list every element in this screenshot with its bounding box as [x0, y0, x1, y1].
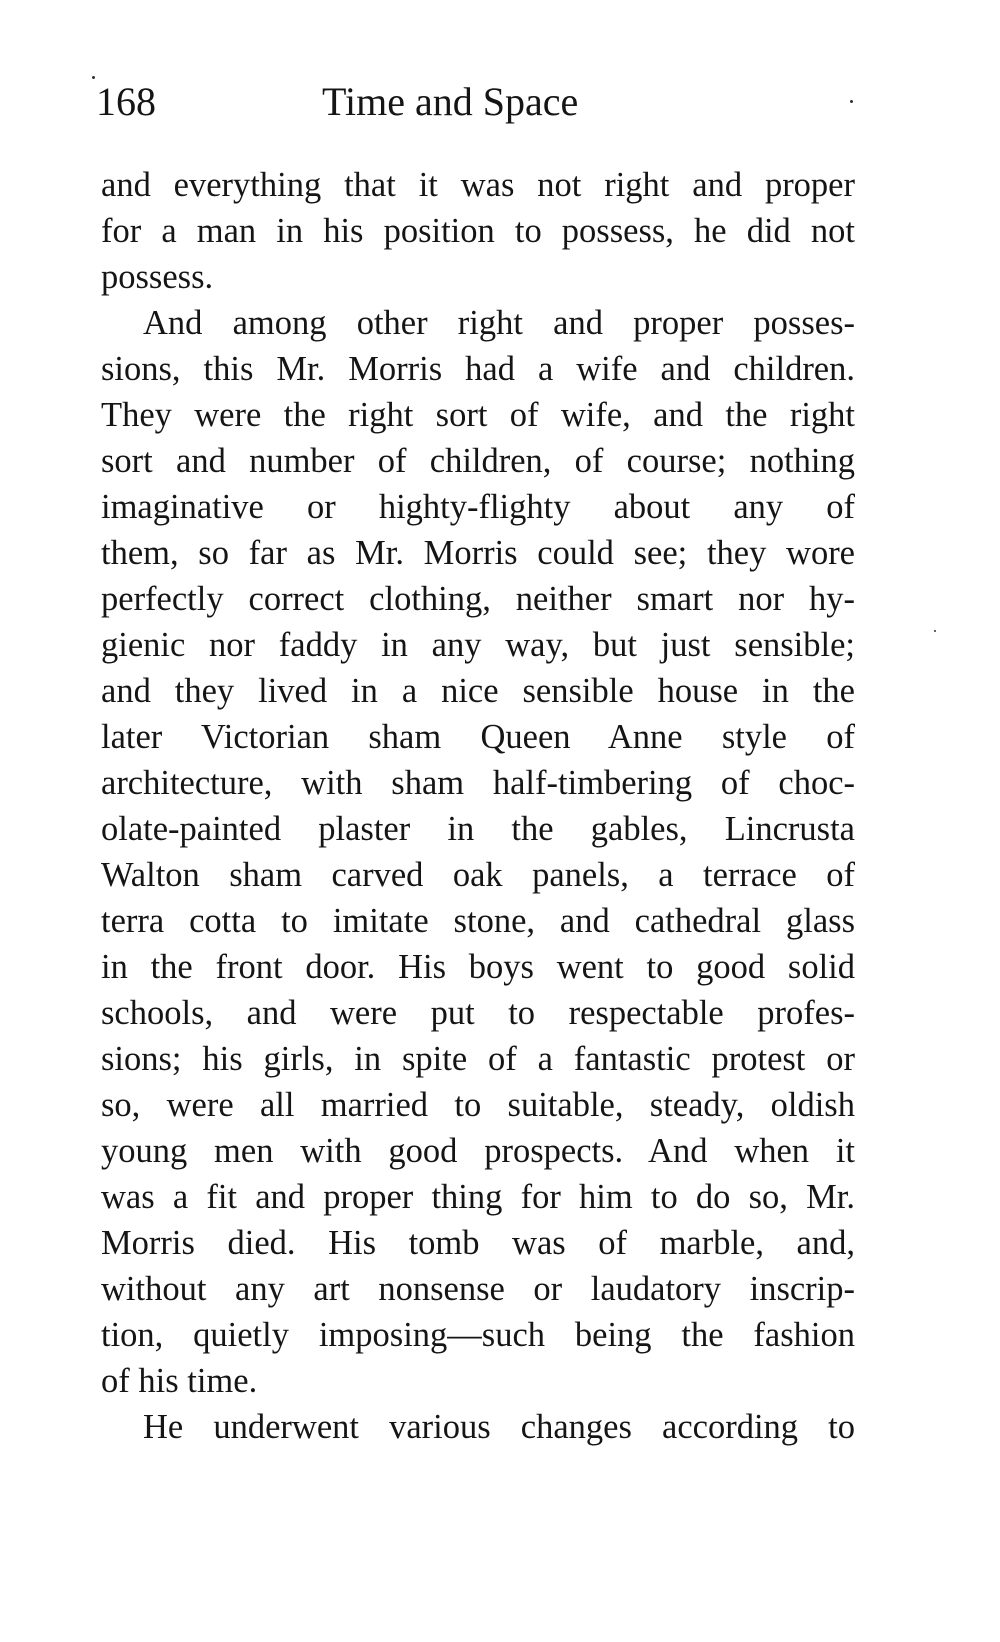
- text-line: of his time.: [101, 1362, 258, 1400]
- text-line: possess.: [101, 258, 214, 296]
- text-line: so, were all married to suitable, steady, oldish: [101, 1086, 855, 1124]
- text-line: and everything that it was not right and proper: [101, 166, 855, 204]
- paragraph-3: [101, 1404, 855, 1450]
- text-line: without any art nonsense or laudatory inscrip-: [101, 1270, 855, 1308]
- body-text: [101, 162, 855, 1450]
- text-line: sions, this Mr. Morris had a wife and children.: [101, 350, 855, 388]
- text-line: architecture, with sham half-timbering of choc-: [101, 764, 855, 802]
- text-line: them, so far as Mr. Morris could see; they wore: [101, 534, 855, 572]
- paragraph-1: [101, 162, 855, 300]
- page-number: 168: [96, 79, 156, 124]
- scan-speck: [934, 630, 936, 632]
- text-line: was a fit and proper thing for him to do so, Mr.: [101, 1178, 855, 1216]
- text-line: olate-painted plaster in the gables, Lincrusta: [101, 810, 855, 848]
- text-line: schools, and were put to respectable profes-: [101, 994, 855, 1032]
- text-line: sort and number of children, of course; nothing: [101, 442, 855, 480]
- text-line: perfectly correct clothing, neither smart nor hy-: [101, 580, 855, 618]
- paragraph-2: [101, 300, 855, 1404]
- text-line: terra cotta to imitate stone, and cathedral glass: [101, 902, 855, 940]
- text-line: Morris died. His tomb was of marble, and,: [101, 1224, 855, 1262]
- scan-speck: [92, 76, 95, 79]
- text-line: young men with good prospects. And when it: [101, 1132, 855, 1170]
- text-line: sions; his girls, in spite of a fantastic protest or: [101, 1040, 855, 1078]
- text-line: He underwent various changes according to: [143, 1408, 855, 1446]
- text-line: and they lived in a nice sensible house in the: [101, 672, 855, 710]
- text-line: tion, quietly imposing—such being the fashion: [101, 1316, 855, 1354]
- text-line: imaginative or highty-flighty about any of: [101, 488, 855, 526]
- text-line: in the front door. His boys went to good solid: [101, 948, 855, 986]
- page-header: [96, 72, 856, 132]
- text-line: for a man in his position to possess, he did not: [101, 212, 855, 250]
- scan-speck: [850, 100, 853, 103]
- text-line: gienic nor faddy in any way, but just sensible;: [101, 626, 855, 664]
- text-line: And among other right and proper posses-: [143, 304, 855, 342]
- text-line: later Victorian sham Queen Anne style of: [101, 718, 855, 756]
- running-head: Time and Space: [322, 79, 579, 124]
- text-line: Walton sham carved oak panels, a terrace of: [101, 856, 855, 894]
- text-line: They were the right sort of wife, and the right: [101, 396, 855, 434]
